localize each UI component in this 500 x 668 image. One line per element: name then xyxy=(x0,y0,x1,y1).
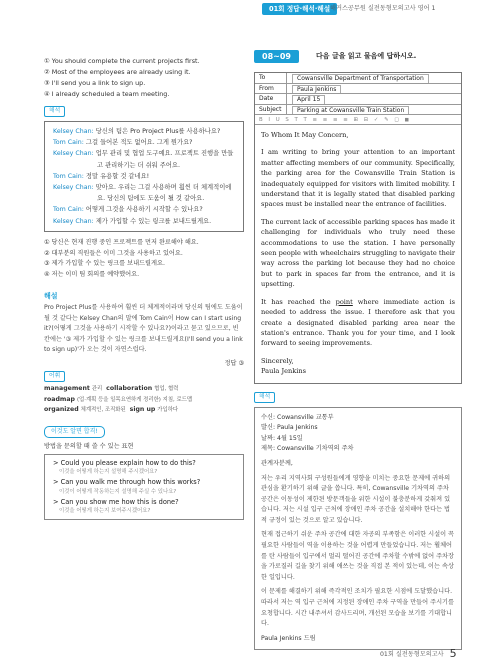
email-signature: Paula Jenkins xyxy=(261,367,306,376)
vocab-meaning: 협업, 협력 xyxy=(154,385,179,392)
date-field: April 15 xyxy=(292,95,325,104)
subject-field: Parking at Cowansville Train Station xyxy=(292,106,409,115)
trans-signature: Paula Jenkins 드림 xyxy=(261,634,316,642)
speaker: Kelsey Chan: xyxy=(53,128,94,135)
email-to-row xyxy=(255,73,461,84)
dialogue-line xyxy=(53,204,235,215)
trans-date: 날짜: 4월 15일 xyxy=(261,434,303,442)
email-toolbar: B I U S T T ≡ ≡ ≡ ≡ ⊞ ⊟ ✓ ✎ ◻ ◼ xyxy=(255,115,461,125)
tip-translation: 이것이 어떻게 작동하는지 설명해 주실 수 있나요? xyxy=(59,488,177,495)
dialogue-translation-box xyxy=(44,121,244,232)
book-title: 해커스공무원 실전동형모의고사 영어 1 xyxy=(330,5,436,12)
speaker: Kelsey Chan: xyxy=(53,184,94,192)
question-number: 08~09 xyxy=(254,50,299,63)
underlined-word: point xyxy=(335,297,353,306)
footer-text: 01회 실전동형모의고사 xyxy=(380,651,444,658)
korean-options xyxy=(44,238,244,281)
dialogue-continuation: 요. 당신의 팀에도 도움이 될 것 같아요. xyxy=(97,195,205,203)
dialogue-text: 맞아요. 우리는 그걸 사용하며 훨씬 더 체계적이에 xyxy=(95,184,232,192)
dialogue-text: 어떻게 그것을 사용하기 시작할 수 있나요? xyxy=(85,206,203,214)
vocab-list xyxy=(44,384,244,416)
vocab-word: collaboration xyxy=(106,384,153,392)
speaker: Tom Cain: xyxy=(53,172,84,180)
explanation-label: 해설 xyxy=(44,292,58,301)
tip-box xyxy=(44,454,244,521)
tip-subtitle: 방법을 문의할 때 쓸 수 있는 표현 xyxy=(44,442,134,450)
left-column xyxy=(44,56,244,520)
korean-option-2: ② 대부분의 직원들은 이미 그것을 사용하고 있어요. xyxy=(44,249,183,257)
dialogue-line xyxy=(53,216,235,227)
page-number: 5 xyxy=(449,647,457,660)
trans-to: 수신: Cowansville 교통부 xyxy=(261,413,334,421)
page-header xyxy=(0,0,500,20)
right-column xyxy=(254,50,462,650)
from-value-cell xyxy=(287,84,461,94)
dialogue-line xyxy=(53,126,235,137)
subject-label: Subject xyxy=(255,105,287,115)
dialogue-text: 제가 가입할 수 있는 링크를 보내드릴게요. xyxy=(95,217,212,225)
to-field: Cowansville Department of Transportation xyxy=(292,74,429,83)
explanation-text: Pro Project Plus를 사용하여 훨씬 더 체계적이라며 당신의 팀에도 도움이 될 것 같다는 Kelsey Chan의 말에 Tom Cain이 How can I start using it?(어떻게 그것을 사용하기 시작할 수 있나요?)이라고 묻고 있으므로, 빈칸에는 '③ 제가 가입할 수 있는 링크를 보내드릴게요(I'll send you a link to sign up)'가 오는 것이 자연스럽다. xyxy=(44,304,243,354)
email-body xyxy=(255,125,461,383)
translation-tag-wrap xyxy=(44,106,244,117)
email-closing: Sincerely, xyxy=(261,356,294,365)
tip-expression: > Can you show me how this is done? xyxy=(53,497,179,506)
tip-expression: > Could you please explain how to do this? xyxy=(53,458,196,467)
trans-paragraph-3: 이 문제를 해결하기 위해 즉각적인 조치가 필요한 시점에 도달했습니다. 따라서 저는 역 입구 근처에 지정된 장애인 주차 구역을 만들어 주시기를 요청합니다. 시간 내주셔서 감사드리며, 개선된 모습을 보기를 기대합니다. xyxy=(261,588,455,628)
email-translation-box xyxy=(254,407,462,651)
translation-tag-wrap-right xyxy=(254,392,462,403)
to-label: To xyxy=(255,73,287,83)
vocab-meaning: 가입하다 xyxy=(157,407,179,414)
email-paragraph-3 xyxy=(261,297,455,349)
vocab-word: sign up xyxy=(129,406,156,414)
tip-expression: > Can you walk me through how this works? xyxy=(53,478,201,487)
date-label: Date xyxy=(255,94,287,104)
speaker: Kelsey Chan: xyxy=(53,217,94,225)
email-paragraph-1: I am writing to bring your attention to an important matter affecting members of our community. Specifically, the parking area for the Cowansville Train Station is inadequately equipped for visitors with limited mobility. I understand that it is legally stated that disabled parking spaces must be installed near the entrance of facilities. xyxy=(261,148,455,209)
speaker: Tom Cain: xyxy=(53,206,84,214)
dialogue-text: 업무 관리 및 협업 도구예요. 프로젝트 진행을 만들 xyxy=(95,150,234,158)
trans-paragraph-2: 현재 접근하기 쉬운 주차 공간에 대한 자공의 부족함은 이러한 시설이 꼭 필요한 사람들이 역을 이용하는 것을 어렵게 만들었습니다. 저는 휠체어를 탄 사람들이 입구에서 멀리 떨어진 공간에 주차할 수밖에 없어 주차장을 가로질러 길을 찾기 위해 애쓰는 것을 직접 본 적이 있는데, 이는 속상한 일입니다. xyxy=(261,531,455,581)
tip-translation: 이것을 어떻게 하는지 보여주시겠어요? xyxy=(59,508,151,515)
tip-badge: 이것도 알면 합격! xyxy=(44,426,105,438)
p3-pre: It has reached the xyxy=(261,297,336,306)
date-value-cell xyxy=(287,94,461,104)
email-date-row xyxy=(255,94,461,105)
from-label: From xyxy=(255,84,287,94)
p3-post: where immediate action is needed to address the issue. I therefore ask that you create a designated disabled parking area near the station's entrance. Thank you for your time, and I look forward to seeing improvements. xyxy=(261,297,455,348)
to-value-cell xyxy=(287,73,461,83)
vocab-tag-wrap xyxy=(44,371,244,382)
email-paragraph-2: The current lack of accessible parking spaces has made it challenging for individuals who truly need these accommodations to use the station. I have personally seen people with wheelchairs struggling to navigate their way across the parking lot because they had no choice but to park in spaces far from the entrance, and it is upsetting. xyxy=(261,217,455,289)
question-header xyxy=(254,50,462,66)
dialogue-line xyxy=(53,171,235,182)
email-greeting: To Whom It May Concern, xyxy=(261,131,349,139)
vocab-line xyxy=(44,395,244,406)
trans-subject: 제목: Cowansville 기차역의 주차 xyxy=(261,445,354,453)
english-options xyxy=(44,56,244,100)
vocab-meaning: 관리 xyxy=(91,385,103,392)
option-2: ② Most of the employees are already using it. xyxy=(44,68,191,76)
trans-from: 발신: Paula Jenkins xyxy=(261,424,318,432)
dialogue-text: 그걸 들어본 적도 없어요. 그게 뭔가요? xyxy=(85,139,193,147)
email-from-row xyxy=(255,84,461,95)
speaker: Kelsey Chan: xyxy=(53,150,94,158)
vocab-line xyxy=(44,405,244,416)
option-3: ③ I'll send you a link to sign up. xyxy=(44,79,146,87)
dialogue-text: 당신의 팀은 Pro Project Plus를 사용하나요? xyxy=(95,128,221,135)
answer: 정답 ③ xyxy=(224,359,244,367)
translation-tag: 해석 xyxy=(44,106,65,117)
trans-paragraph-1: 저는 우리 지역사회 구성원들에게 영향을 미치는 중요한 문제에 귀하의 관심을 환기하기 위해 글을 씁니다. 특히, Cowansville 기차역의 주차 공간은 이동성이 제한된 방문객들을 위한 시설이 불충분하게 갖춰져 있습니다. 저는 시설 입구 근처에 장애인 주차 공간을 설치해야 한다는 법적 규정이 있는 것으로 알고 있습니다. xyxy=(261,474,451,524)
trans-greeting: 관계자분께, xyxy=(261,459,293,467)
page-footer xyxy=(380,648,457,661)
section-badge: 01회 정답·해석·해설 xyxy=(262,3,337,15)
korean-option-1: ① 당신은 현재 진행 중인 프로젝트를 먼저 완료해야 해요. xyxy=(44,238,199,246)
question-instruction: 다음 글을 읽고 물음에 답하시오. xyxy=(316,52,417,60)
vocab-word: organized xyxy=(44,406,79,414)
speaker: Tom Cain: xyxy=(53,139,84,147)
subject-value-cell xyxy=(287,105,461,115)
translation-tag: 해석 xyxy=(254,392,275,403)
vocab-tag: 어휘 xyxy=(44,371,65,382)
vocab-meaning: (업·계획 등을 일목요연하게 정리한) 지침, 로드맵 xyxy=(76,396,193,403)
dialogue-line xyxy=(53,137,235,148)
option-1: ① You should complete the current projects first. xyxy=(44,57,200,65)
from-field: Paula Jenkins xyxy=(292,85,341,94)
email-window xyxy=(254,72,462,384)
korean-option-4: ④ 저는 이미 팀 회의를 예약했어요. xyxy=(44,271,140,279)
vocab-word: roadmap xyxy=(44,395,75,403)
dialogue-line xyxy=(53,182,235,193)
dialogue-continuation: 고 관리하기는 더 쉬워 주어요. xyxy=(97,161,181,169)
korean-option-3: ③ 제가 가입할 수 있는 링크를 보내드릴게요. xyxy=(44,260,165,268)
dialogue-line xyxy=(53,148,235,159)
option-4: ④ I already scheduled a team meeting. xyxy=(44,90,170,98)
email-subject-row xyxy=(255,105,461,116)
vocab-line xyxy=(44,384,244,395)
dialogue-text: 정말 유용할 것 같네요! xyxy=(85,172,150,180)
vocab-meaning: 체계적인, 조직화된 xyxy=(80,407,126,414)
vocab-word: management xyxy=(44,384,90,392)
tip-translation: 이것을 어떻게 하는지 설명해 주시겠어요? xyxy=(59,469,158,476)
